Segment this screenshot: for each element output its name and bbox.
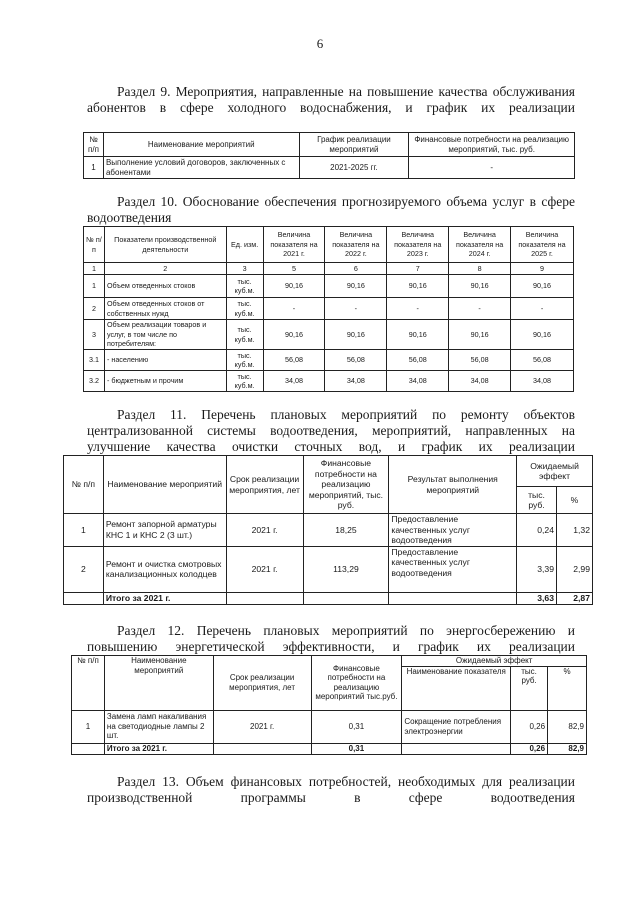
- table-row: [64, 546, 593, 592]
- s12-total-empty: [213, 743, 311, 754]
- s10-h-7: Величина показателя на 2025 г.: [511, 227, 574, 263]
- s12-title-line-1: Раздел 12. Перечень плановых мероприятий по энергосбережению и: [117, 623, 575, 638]
- s10-r2-c5: 90,16: [387, 320, 449, 350]
- s11-total-pct: 2,87: [557, 592, 593, 604]
- s10-r2-c2: тыс. куб.м.: [226, 320, 263, 350]
- s10-r3-c3: 56,08: [263, 350, 325, 371]
- s11-title-line-2: централизованной системы водоотведения, мероприятий, направленных на: [87, 423, 575, 438]
- s11-total-empty: [303, 592, 389, 604]
- table-numbering-row: [84, 263, 574, 275]
- s10-r0-c0: 1: [84, 275, 105, 298]
- s12-total-empty: [72, 743, 105, 754]
- s12-r-c0: 1: [72, 710, 105, 743]
- s11-r0-c0: 1: [64, 514, 104, 547]
- s10-n-7: 9: [511, 263, 574, 275]
- s10-r2-c3: 90,16: [263, 320, 325, 350]
- s11-total-empty: [64, 592, 104, 604]
- s10-r0-c2: тыс. куб.м.: [226, 275, 263, 298]
- s10-r0-c1: Объем отведенных стоков: [104, 275, 226, 298]
- s10-r4-c4: 34,08: [325, 371, 387, 392]
- s10-r2-c4: 90,16: [325, 320, 387, 350]
- s10-r1-c4: -: [325, 298, 387, 320]
- table-row: [84, 350, 574, 371]
- s10-r3-c7: 56,08: [511, 350, 574, 371]
- s11-r1-c3: 113,29: [303, 546, 389, 592]
- s9-h-finance: Финансовые потребности на реализацию мероприятий, тыс. руб.: [409, 133, 575, 157]
- table-row: [84, 371, 574, 392]
- s11-r1-c4: Предоставление качественных услуг водоотведения: [389, 546, 517, 592]
- section-13-title: [87, 774, 575, 822]
- s10-r0-c3: 90,16: [263, 275, 325, 298]
- s9-r-name: Выполнение условий договоров, заключенных с абонентами: [103, 157, 299, 179]
- s10-n-1: 2: [104, 263, 226, 275]
- s11-h-result: Результат выполнения мероприятий: [389, 456, 517, 514]
- s10-n-3: 5: [263, 263, 325, 275]
- s12-total-finance: 0,31: [311, 743, 402, 754]
- s10-n-6: 8: [449, 263, 511, 275]
- s11-total-empty: [389, 592, 517, 604]
- table-total-row: [72, 743, 587, 754]
- s11-h-num: № п/п: [64, 456, 104, 514]
- s12-h-name: Наименование мероприятий: [104, 656, 213, 711]
- s10-r4-c3: 34,08: [263, 371, 325, 392]
- s11-h-rub: тыс. руб.: [517, 487, 557, 514]
- s12-total-pct: 82,9: [548, 743, 587, 754]
- s10-r3-c6: 56,08: [449, 350, 511, 371]
- s10-r4-c0: 3.2: [84, 371, 105, 392]
- s13-title-line-1: Раздел 13. Объем финансовых потребностей, необходимых для: [117, 774, 503, 789]
- table-header-row: [84, 227, 574, 263]
- s10-r4-c6: 34,08: [449, 371, 511, 392]
- s11-r0-c4: Предоставление качественных услуг водоотведения: [389, 514, 517, 547]
- s12-total-rub: 0,26: [511, 743, 548, 754]
- s11-r1-c1: Ремонт и очистка смотровых канализационных колодцев: [103, 546, 226, 592]
- s12-r-c6: 82,9: [548, 710, 587, 743]
- s10-r0-c4: 90,16: [325, 275, 387, 298]
- section-9-table: [83, 132, 575, 179]
- s10-r4-c1: - бюджетным и прочим: [104, 371, 226, 392]
- s10-r4-c2: тыс. куб.м.: [226, 371, 263, 392]
- s12-total-empty: [402, 743, 511, 754]
- s12-h-indicator: Наименование показателя: [402, 666, 511, 710]
- page-number: 6: [316, 36, 324, 51]
- s9-h-schedule: График реализации мероприятий: [299, 133, 409, 157]
- table-header-row: [72, 656, 587, 667]
- s10-h-5: Величина показателя на 2023 г.: [387, 227, 449, 263]
- s12-h-effect: Ожидаемый эффект: [402, 656, 587, 667]
- s12-h-pct: %: [548, 666, 587, 710]
- s10-n-4: 6: [325, 263, 387, 275]
- s10-r4-c5: 34,08: [387, 371, 449, 392]
- s9-title-line-1: Раздел 9. Мероприятия, направленные на повышение качества: [117, 84, 488, 99]
- s10-r2-c0: 3: [84, 320, 105, 350]
- s11-title-line-1: Раздел 11. Перечень плановых мероприятий по ремонту объектов: [117, 407, 575, 422]
- s10-title-line-2: сфере водоотведения: [87, 194, 575, 225]
- s10-h-4: Величина показателя на 2022 г.: [325, 227, 387, 263]
- s12-r-c3: 0,31: [311, 710, 402, 743]
- s10-r1-c1: Объем отведенных стоков от собственных нужд: [104, 298, 226, 320]
- s10-r3-c0: 3.1: [84, 350, 105, 371]
- s11-h-effect: Ожидаемый эффект: [517, 456, 593, 487]
- s10-n-2: 3: [226, 263, 263, 275]
- table-header-row: [84, 133, 575, 157]
- s11-r0-c5: 0,24: [517, 514, 557, 547]
- s11-h-term: Срок реализации мероприятия, лет: [226, 456, 303, 514]
- s10-r1-c7: -: [511, 298, 574, 320]
- table-row: [64, 514, 593, 547]
- s10-r2-c1: Объем реализации товаров и услуг, в том числе по потребителям:: [104, 320, 226, 350]
- s10-r0-c7: 90,16: [511, 275, 574, 298]
- s10-n-5: 7: [387, 263, 449, 275]
- s9-title-line-2: обслуживания абонентов в сфере холодного водоснабжения, и график их: [87, 84, 576, 115]
- s10-r1-c5: -: [387, 298, 449, 320]
- s10-r4-c7: 34,08: [511, 371, 574, 392]
- s10-r2-c7: 90,16: [511, 320, 574, 350]
- s10-h-6: Величина показателя на 2024 г.: [449, 227, 511, 263]
- s10-h-3: Величина показателя на 2021 г.: [263, 227, 325, 263]
- s10-h-1: Показатели производственной деятельности: [104, 227, 226, 263]
- s11-h-finance: Финансовые потребности на реализацию мероприятий, тыс. руб.: [303, 456, 389, 514]
- s9-h-num: № п/п: [84, 133, 104, 157]
- s9-r-schedule: 2021-2025 гг.: [299, 157, 409, 179]
- s9-r-finance: -: [409, 157, 575, 179]
- s10-r3-c2: тыс. куб.м.: [226, 350, 263, 371]
- s10-title-line-1: Раздел 10. Обоснование обеспечения прогнозируемого объема услуг в: [117, 194, 536, 209]
- s12-r-c1: Замена ламп накаливания на светодиодные лампы 2 шт.: [104, 710, 213, 743]
- s12-total-label: Итого за 2021 г.: [104, 743, 213, 754]
- s11-r0-c2: 2021 г.: [226, 514, 303, 547]
- s11-h-pct: %: [557, 487, 593, 514]
- s11-r0-c3: 18,25: [303, 514, 389, 547]
- table-row: [84, 275, 574, 298]
- s9-r-num: 1: [84, 157, 104, 179]
- s10-h-0: № п/п: [84, 227, 105, 263]
- s12-r-c4: Сокращение потребления электроэнергии: [402, 710, 511, 743]
- s9-title-line-3: реализации: [509, 100, 575, 115]
- s10-r3-c1: - населению: [104, 350, 226, 371]
- s12-h-rub: тыс. руб.: [511, 666, 548, 710]
- section-9-title: [87, 84, 575, 132]
- s11-r0-c6: 1,32: [557, 514, 593, 547]
- s12-r-c5: 0,26: [511, 710, 548, 743]
- s11-total-empty: [226, 592, 303, 604]
- s11-r0-c1: Ремонт запорной арматуры КНС 1 и КНС 2 (3 шт.): [103, 514, 226, 547]
- s11-r1-c2: 2021 г.: [226, 546, 303, 592]
- table-row: [72, 710, 587, 743]
- s9-h-name: Наименование мероприятий: [103, 133, 299, 157]
- s10-r2-c6: 90,16: [449, 320, 511, 350]
- section-10-table: [83, 226, 574, 392]
- s13-title-line-2: реализации производственной программы в сфере водоотведения: [87, 774, 575, 805]
- s12-h-term: Срок реализации мероприятия, лет: [213, 656, 311, 711]
- section-12-table: [71, 655, 587, 755]
- s10-r3-c5: 56,08: [387, 350, 449, 371]
- s11-r1-c0: 2: [64, 546, 104, 592]
- s12-h-num: № п/п: [72, 656, 105, 711]
- s10-r3-c4: 56,08: [325, 350, 387, 371]
- s10-r0-c5: 90,16: [387, 275, 449, 298]
- section-11-table: [63, 455, 593, 605]
- s11-r1-c6: 2,99: [557, 546, 593, 592]
- table-row: [84, 320, 574, 350]
- s11-r1-c5: 3,39: [517, 546, 557, 592]
- s10-h-2: Ед. изм.: [226, 227, 263, 263]
- s10-r1-c6: -: [449, 298, 511, 320]
- table-row: [84, 157, 575, 179]
- s12-r-c2: 2021 г.: [213, 710, 311, 743]
- s10-r0-c6: 90,16: [449, 275, 511, 298]
- s11-total-label: Итого за 2021 г.: [103, 592, 226, 604]
- s11-title-line-3: улучшение качества очистки сточных вод, и график их реализации: [87, 439, 575, 454]
- s11-total-rub: 3,63: [517, 592, 557, 604]
- table-total-row: [64, 592, 593, 604]
- s12-h-finance: Финансовые потребности на реализацию мероприятий тыс.руб.: [311, 656, 402, 711]
- s10-r1-c0: 2: [84, 298, 105, 320]
- s10-n-0: 1: [84, 263, 105, 275]
- s12-title-line-2: повышению энергетической эффективности, и график их реализации: [87, 639, 575, 654]
- s10-r1-c3: -: [263, 298, 325, 320]
- table-row: [84, 298, 574, 320]
- s10-r1-c2: тыс. куб.м.: [226, 298, 263, 320]
- s11-h-name: Наименование мероприятий: [103, 456, 226, 514]
- table-header-row: [64, 456, 593, 487]
